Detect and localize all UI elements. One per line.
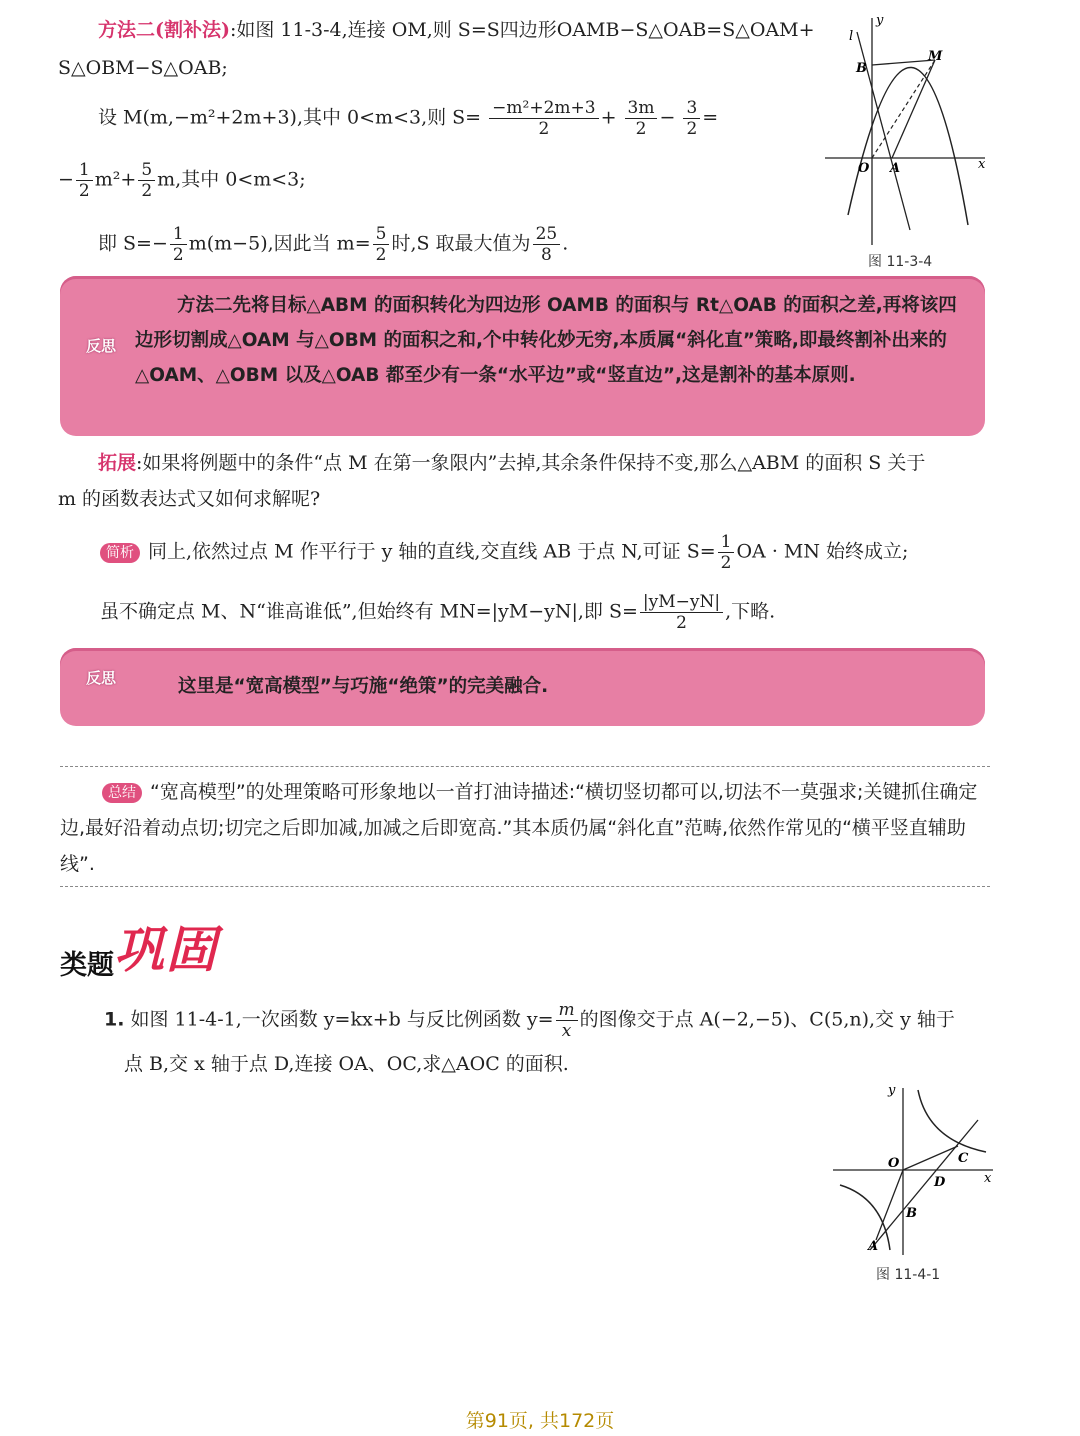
summary-text: 总结 “宽高模型”的处理策略可形象地以一首打油诗描述:“横切竖切都可以,切法不一莫强求;关键抓住确定边,最好沿着动点切;切完之后即加减,加减之后即宽高.”其本质仍属“斜化直”范畴,依然作常见的“横平竖直辅助线”.	[60, 781, 978, 875]
figure-11-3-4	[820, 10, 995, 250]
fraction: $\frac{25}{8}$	[533, 224, 561, 265]
fraction: $\frac{3}{2}$	[683, 98, 700, 139]
reflection-box-2	[60, 648, 985, 726]
method2-line4: − $\frac{1}{2}$ m²+ $\frac{5}{2}$ m,其中 0<m<3;	[58, 160, 306, 201]
fig1-label-b: B	[856, 61, 867, 76]
reflection-text: 这里是“宽高模型”与巧施“绝策”的完美融合.	[178, 676, 549, 697]
fig2-label-b: B	[906, 1206, 917, 1221]
brief-line2: 虽不确定点 M、N“谁高谁低”,但始终有 MN=|yM−yN|,即 S= $\frac{|yM-yN|}{2}$ ,下略.	[100, 592, 776, 633]
method2-label: 方法二(割补法)	[98, 19, 230, 41]
reflection-tag: 反思	[86, 669, 117, 687]
fraction: $\frac{5}{2}$	[373, 224, 390, 265]
fig2-label-o: O	[888, 1156, 900, 1171]
reflection-text: 方法二先将目标△ABM 的面积转化为四边形 OAMB 的面积与 Rt△OAB 的面积之差,再将该四边形切割成△OAM 与△OBM 的面积之和,个中转化妙无穷,本质属“斜化直”策略,即最终割补出来的△OAM、△OBM 以及△OAB 都至少有一条“水平边”或“竖直边”,这是割补的基本原则.	[135, 295, 957, 386]
brief-line1: 简析 同上,依然过点 M 作平行于 y 轴的直线,交直线 AB 于点 N,可证 S= $\frac{1}{2}$ OA · MN 始终成立;	[100, 532, 908, 573]
summary-badge: 总结	[102, 783, 142, 803]
figure-11-4-1	[828, 1080, 998, 1260]
fraction: $\frac{|yM-yN|}{2}$	[640, 592, 723, 633]
fig1-label-x: x	[978, 157, 986, 172]
brief-badge: 简析	[100, 543, 140, 563]
method2-line2: S△OBM−S△OAB;	[58, 57, 228, 79]
extend-label: 拓展	[98, 452, 137, 474]
divider	[60, 766, 990, 767]
method2-line5: 即 S=− $\frac{1}{2}$ m(m−5),因此当 m= $\frac{5}{2}$ 时,S 取最大值为 $\frac{25}{8}$ .	[98, 224, 569, 265]
fig1-label-m: M	[928, 49, 943, 64]
fraction: $\frac{1}{2}$	[170, 224, 187, 265]
fig1-label-y: y	[876, 13, 884, 28]
method2-line3: 设 M(m,−m²+2m+3),其中 0<m<3,则 S= $\frac{\text{−m²+2m+3}}{2}$ + $\frac{3m}{2}$ − $\frac{3}{2}$ =	[98, 98, 719, 139]
fraction: $\frac{\text{−m²+2m+3}}{2}$	[489, 98, 598, 139]
fig2-label-d: D	[934, 1175, 946, 1190]
section-heading	[60, 910, 218, 982]
fig1-label-a: A	[890, 161, 901, 176]
fig1-label-l: l	[849, 29, 854, 44]
fig2-label-x: x	[984, 1171, 992, 1186]
problem1-line2: 点 B,交 x 轴于点 D,连接 OA、OC,求△AOC 的面积.	[124, 1053, 569, 1075]
fraction: $\frac{m}{x}$	[556, 1000, 578, 1041]
fig2-label-c: C	[958, 1151, 969, 1166]
section-title-b: 巩固	[114, 920, 218, 979]
divider	[60, 886, 990, 887]
fraction: $\frac{1}{2}$	[718, 532, 735, 573]
fig1-caption: 图 11-3-4	[868, 254, 933, 270]
fig2-label-y: y	[888, 1083, 896, 1098]
fraction: $\frac{3m}{2}$	[625, 98, 658, 139]
page-indicator: 第91页, 共172页	[465, 1410, 615, 1432]
section-title-a: 类题	[60, 950, 114, 981]
fig1-label-o: O	[858, 161, 870, 176]
fig2-label-a: A	[868, 1239, 879, 1254]
fraction: $\frac{1}{2}$	[76, 160, 93, 201]
reflection-tag: 反思	[86, 337, 117, 355]
extend-line1: 拓展:如果将例题中的条件“点 M 在第一象限内”去掉,其余条件保持不变,那么△ABM 的面积 S 关于	[98, 452, 926, 474]
reflection-box-1	[60, 276, 985, 436]
method2-line1: 方法二(割补法):如图 11-3-4,连接 OM,则 S=S四边形OAMB−S△OAB=S△OAM+	[98, 19, 815, 41]
problem-number: 1.	[104, 1008, 125, 1031]
extend-line2: m 的函数表达式又如何求解呢?	[58, 488, 321, 510]
fig2-caption: 图 11-4-1	[876, 1267, 941, 1283]
problem1-line1: 1. 如图 11-4-1,一次函数 y=kx+b 与反比例函数 y= $\frac{m}{x}$ 的图像交于点 A(−2,−5)、C(5,n),交 y 轴于	[104, 1000, 955, 1041]
fraction: $\frac{5}{2}$	[138, 160, 155, 201]
